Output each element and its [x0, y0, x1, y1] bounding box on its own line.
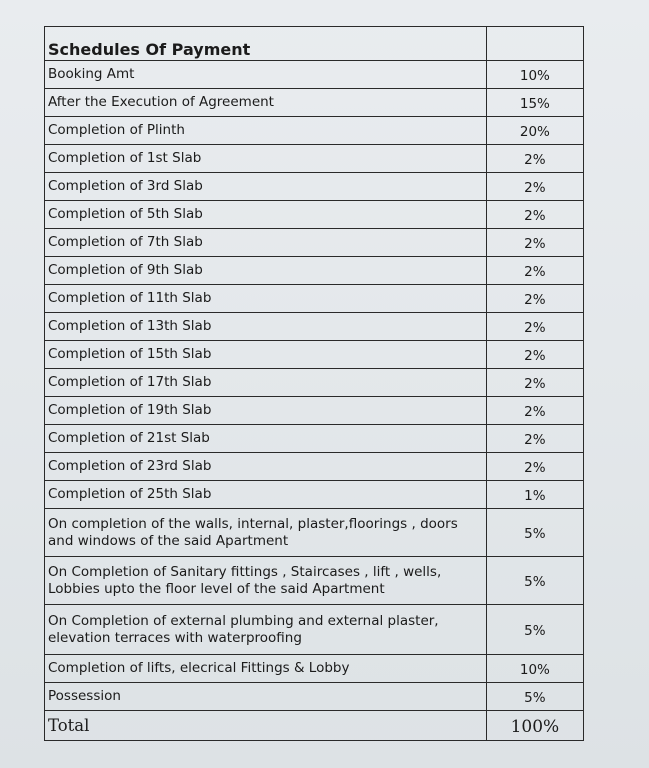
table-row — [45, 605, 584, 655]
row-value: 2% — [486, 397, 583, 425]
table-row — [45, 397, 584, 425]
row-value: 2% — [486, 229, 583, 257]
row-label: Completion of lifts, elecrical Fittings & Lobby — [45, 655, 487, 683]
row-label: Completion of 23rd Slab — [45, 453, 487, 481]
row-value: 2% — [486, 313, 583, 341]
table-header-row — [45, 27, 584, 61]
row-label: Completion of 7th Slab — [45, 229, 487, 257]
row-value: 5% — [486, 605, 583, 655]
row-value: 2% — [486, 341, 583, 369]
table-row — [45, 655, 584, 683]
payment-schedule-table — [44, 26, 584, 741]
row-label — [45, 605, 487, 655]
row-label: After the Execution of Agreement — [45, 89, 487, 117]
row-value: 15% — [486, 89, 583, 117]
table-total-row — [45, 711, 584, 741]
table-row — [45, 313, 584, 341]
total-label: Total — [45, 711, 487, 741]
row-value: 2% — [486, 201, 583, 229]
row-value: 20% — [486, 117, 583, 145]
row-value: 1% — [486, 481, 583, 509]
row-label-line: On Completion of external plumbing and external plaster, — [48, 612, 439, 629]
row-value: 10% — [486, 61, 583, 89]
row-value: 2% — [486, 257, 583, 285]
row-value: 5% — [486, 557, 583, 605]
row-label-line: On Completion of Sanitary fittings , Staircases , lift , wells, — [48, 563, 442, 580]
table-row — [45, 341, 584, 369]
row-label: Completion of Plinth — [45, 117, 487, 145]
row-label: Completion of 5th Slab — [45, 201, 487, 229]
row-value: 5% — [486, 509, 583, 557]
row-value: 10% — [486, 655, 583, 683]
table-row — [45, 61, 584, 89]
row-label-line: and windows of the said Apartment — [48, 532, 289, 549]
total-value: 100% — [486, 711, 583, 741]
row-label: Completion of 21st Slab — [45, 425, 487, 453]
table-row — [45, 145, 584, 173]
row-label: Completion of 13th Slab — [45, 313, 487, 341]
table-row — [45, 509, 584, 557]
table-row — [45, 453, 584, 481]
row-label: Completion of 19th Slab — [45, 397, 487, 425]
table-row — [45, 285, 584, 313]
table-row — [45, 369, 584, 397]
row-value: 2% — [486, 173, 583, 201]
row-label: Completion of 3rd Slab — [45, 173, 487, 201]
row-label: Booking Amt — [45, 61, 487, 89]
table-row — [45, 257, 584, 285]
table-row — [45, 229, 584, 257]
table-row — [45, 117, 584, 145]
table-row — [45, 173, 584, 201]
table-row — [45, 683, 584, 711]
row-label-line: On completion of the walls, internal, plaster,floorings , doors — [48, 515, 458, 532]
row-label — [45, 557, 487, 605]
table-row — [45, 481, 584, 509]
row-value: 2% — [486, 145, 583, 173]
row-label: Completion of 11th Slab — [45, 285, 487, 313]
row-label: Completion of 17th Slab — [45, 369, 487, 397]
row-value: 2% — [486, 453, 583, 481]
payment-schedule-sheet — [44, 26, 584, 741]
row-value: 2% — [486, 425, 583, 453]
row-label: Completion of 1st Slab — [45, 145, 487, 173]
row-label: Completion of 9th Slab — [45, 257, 487, 285]
row-value: 5% — [486, 683, 583, 711]
row-label — [45, 509, 487, 557]
row-label: Completion of 25th Slab — [45, 481, 487, 509]
row-value: 2% — [486, 285, 583, 313]
row-value: 2% — [486, 369, 583, 397]
table-row — [45, 557, 584, 605]
row-label: Completion of 15th Slab — [45, 341, 487, 369]
table-row — [45, 425, 584, 453]
row-label-line: elevation terraces with waterproofing — [48, 629, 302, 646]
table-row — [45, 201, 584, 229]
table-header-empty-cell — [486, 27, 583, 61]
table-title: Schedules Of Payment — [45, 27, 487, 61]
table-row — [45, 89, 584, 117]
row-label: Possession — [45, 683, 487, 711]
row-label-line: Lobbies upto the floor level of the said Apartment — [48, 580, 385, 597]
